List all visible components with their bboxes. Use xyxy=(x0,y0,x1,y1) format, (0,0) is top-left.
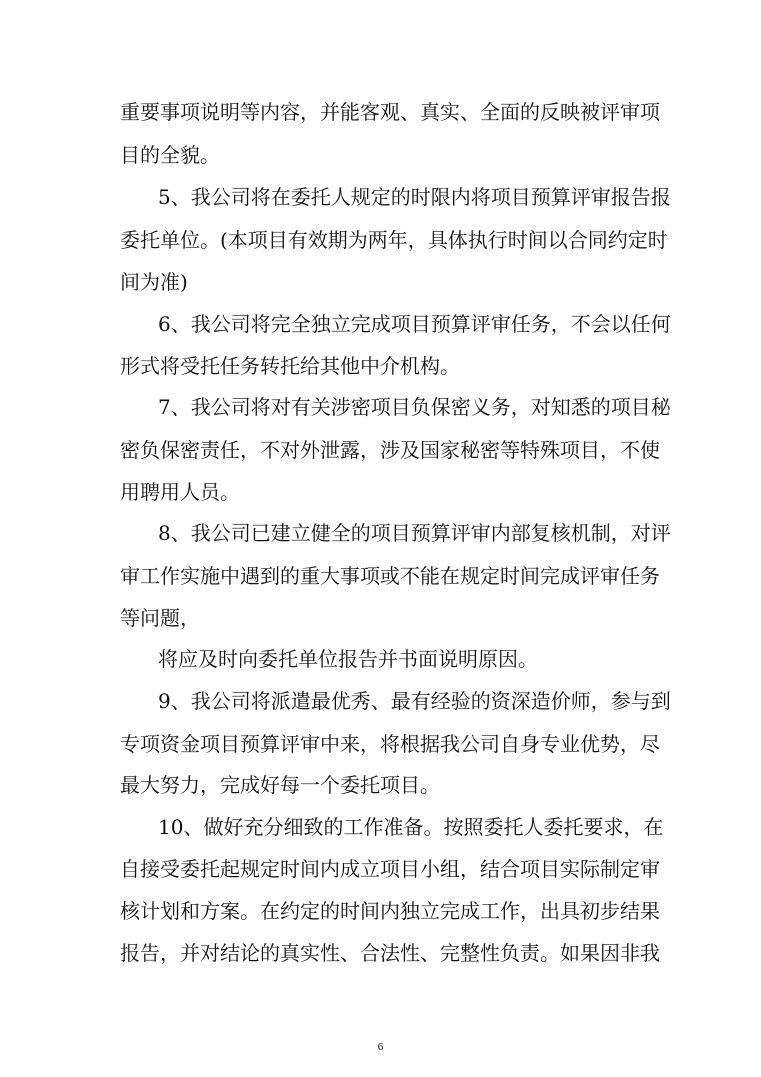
text-line: 6、我公司将完全独立完成项目预算评审任务，不会以任何 xyxy=(158,312,671,336)
page-number: 6 xyxy=(377,1041,384,1053)
text-line: 间为准) xyxy=(120,270,188,294)
text-line: 重要事项说明等内容，并能客观、真实、全面的反映被评审项 xyxy=(120,100,660,124)
text-line: 8、我公司已建立健全的项目预算评审内部复核机制，对评 xyxy=(158,521,671,545)
text-line: 核计划和方案。在约定的时间内独立完成工作，出具初步结果 xyxy=(120,899,660,923)
text-line: 专项资金项目预算评审中来，将根据我公司自身专业优势，尽 xyxy=(120,732,660,756)
text-line: 目的全貌。 xyxy=(120,143,220,167)
text-line: 等问题， xyxy=(120,606,200,630)
text-line: 审工作实施中遇到的重大事项或不能在规定时间完成评审任务 xyxy=(120,564,660,588)
text-line: 将应及时向委托单位报告并书面说明原因。 xyxy=(158,647,538,671)
text-line: 9、我公司将派遣最优秀、最有经验的资深造价师，参与到 xyxy=(158,689,671,713)
text-line: 5、我公司将在委托人规定的时限内将项目预算评审报告报 xyxy=(158,185,671,209)
text-line: 自接受委托起规定时间内成立项目小组，结合项目实际制定审 xyxy=(120,857,660,881)
text-line: 密负保密责任，不对外泄露，涉及国家秘密等特殊项目，不使 xyxy=(120,438,660,462)
text-line: 用聘用人员。 xyxy=(120,480,240,504)
text-line: 报告，并对结论的真实性、合法性、完整性负责。如果因非我 xyxy=(120,941,660,965)
text-line: 最大努力，完成好每一个委托项目。 xyxy=(120,773,440,797)
text-line: 7、我公司将对有关涉密项目负保密义务，对知悉的项目秘 xyxy=(158,395,671,419)
text-line: 形式将受托任务转托给其他中介机构。 xyxy=(120,354,460,378)
text-line: 委托单位。(本项目有效期为两年，具体执行时间以合同约定时 xyxy=(120,228,668,252)
text-line: 10、做好充分细致的工作准备。按照委托人委托要求，在 xyxy=(158,815,664,839)
